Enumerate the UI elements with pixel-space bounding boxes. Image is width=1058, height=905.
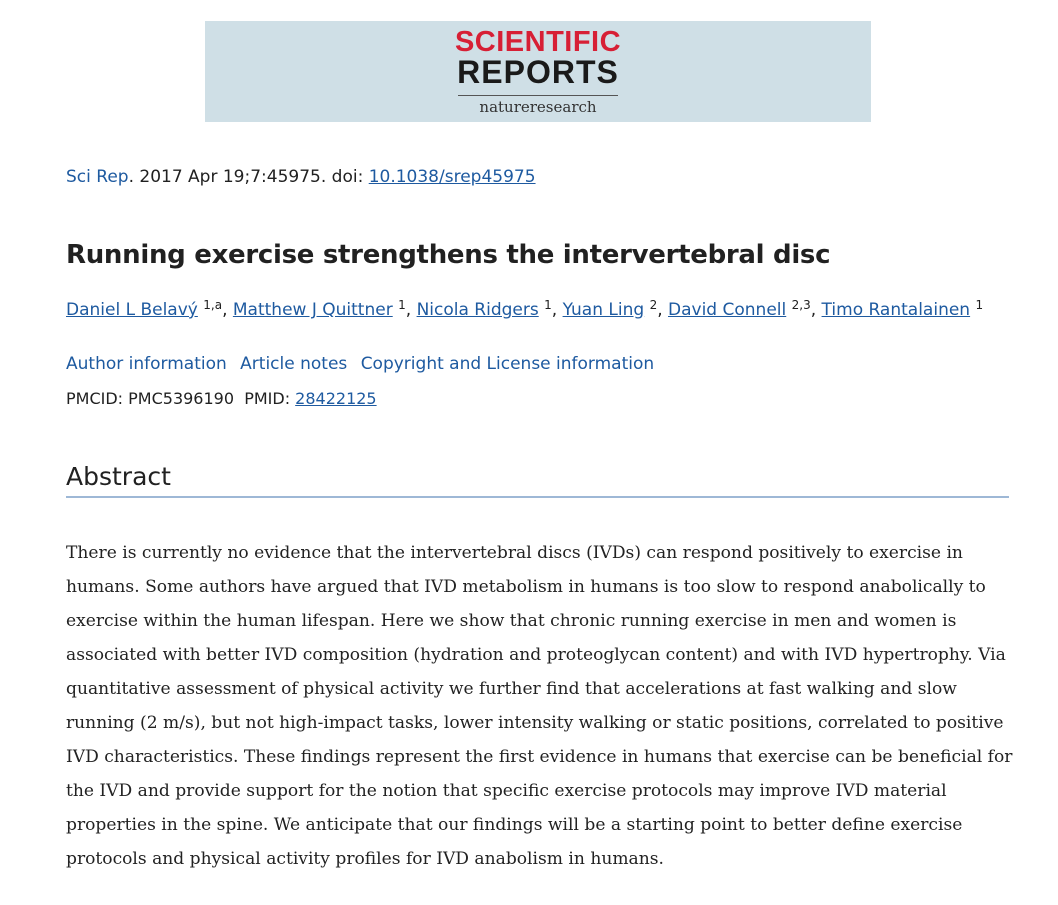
article-title: Running exercise strengthens the intervertebral disc (66, 240, 831, 270)
author-link[interactable]: Nicola Ridgers (416, 300, 539, 320)
abstract-text: There is currently no evidence that the intervertebral discs (IVDs) can respond positively to exercise in humans. Some authors have argued that IVD metabolism in humans is too slow to respond anabolically to exercise within the human lifespan. Here we show that chronic running exercise in men and women is associated with better IVD composition (hydration and proteoglycan content) and with IVD hypertrophy. Via quantitative assessment of physical activity we further find that accelerations at fast walking and slow running (2 m/s), but not high-impact tasks, lower intensity walking or static positions, correlated to positive IVD characteristics. These findings represent the first evidence in humans that exercise can be beneficial for the IVD and provide support for the notion that specific exercise protocols may improve IVD material properties in the spine. We anticipate that our findings will be a starting point to better define exercise protocols and physical activity profiles for IVD anabolism in humans. (66, 543, 1013, 869)
journal-banner-logo (205, 21, 871, 122)
article-info-links (66, 353, 662, 375)
doi-link[interactable]: 10.1038/srep45975 (368, 167, 536, 187)
citation-line (66, 166, 536, 188)
author-link[interactable]: Yuan Ling (562, 300, 645, 320)
article-identifiers (66, 388, 377, 410)
banner-divider (458, 95, 618, 96)
author-affiliation: 2,3 (791, 298, 811, 312)
author-affiliation: 1 (398, 298, 406, 312)
pmid-label: PMID: (244, 389, 296, 408)
author-link[interactable]: David Connell (668, 300, 787, 320)
citation-details: . 2017 Apr 19;7:45975. doi: (128, 167, 369, 187)
banner-line-scientific: SCIENTIFIC (454, 26, 622, 58)
abstract-heading: Abstract (66, 462, 171, 491)
pmid-link[interactable]: 28422125 (295, 389, 377, 408)
article-notes-link[interactable]: Article notes (240, 354, 348, 374)
author-information-link[interactable]: Author information (66, 354, 227, 374)
journal-link[interactable]: Sci Rep (66, 167, 129, 187)
author-affiliation: 1 (975, 298, 984, 312)
copyright-license-link[interactable]: Copyright and License information (360, 354, 655, 374)
author-affiliation: 2 (649, 298, 658, 312)
author-affiliation: 1,a (203, 298, 223, 312)
author-list: Daniel L Belavý $^{1,a}$, Matthew J Quittner $^1$, Nicola Ridgers $^1$, Yuan Ling $^2$, David Connell $^{2,3}$, Timo Rantalainen $^1$ (66, 298, 984, 320)
author-link[interactable]: Timo Rantalainen (821, 300, 971, 320)
pmcid: PMCID: PMC5396190 (66, 389, 235, 408)
author-link[interactable]: Matthew J Quittner (232, 300, 393, 320)
abstract-divider (66, 496, 1009, 498)
banner-line-reports: REPORTS (457, 54, 619, 90)
author-affiliation: 1 (544, 298, 552, 312)
author-link[interactable]: Daniel L Belavý (66, 300, 198, 320)
banner-line-publisher: natureresearch (479, 98, 597, 116)
